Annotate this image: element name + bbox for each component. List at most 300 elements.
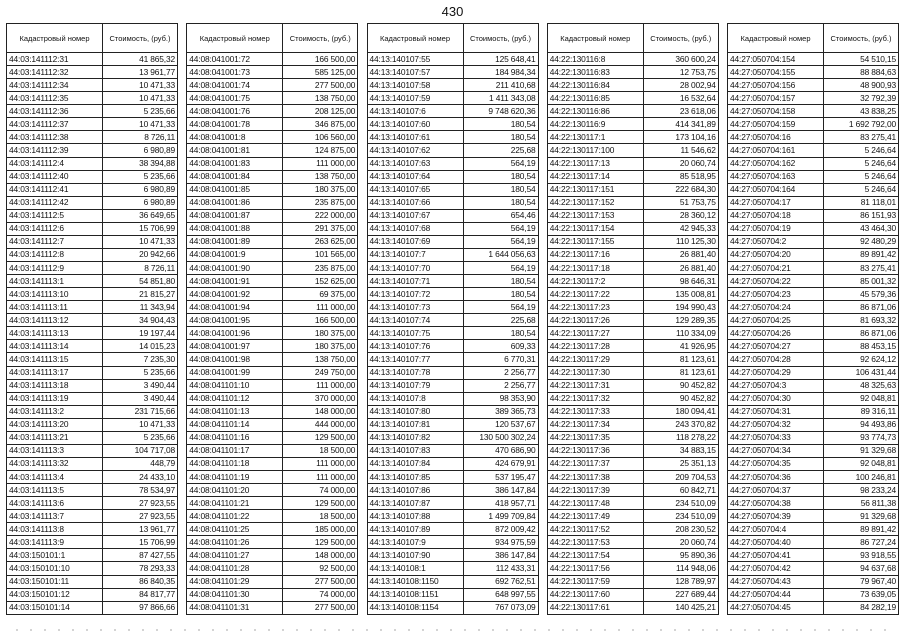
- table-row: [7, 183, 178, 196]
- cadastral-number-cell: 44:27:050704:34: [728, 444, 824, 457]
- cadastral-number-cell: 44:13:140107:70: [367, 262, 463, 275]
- cadastral-number-cell: 44:13:140107:79: [367, 379, 463, 392]
- cadastral-number-cell: 44:27:050704:41: [728, 549, 824, 562]
- cost-cell: 564,19: [463, 301, 538, 314]
- cadastral-number-cell: 44:27:050704:24: [728, 301, 824, 314]
- table-row: [367, 457, 538, 470]
- cadastral-number-cell: 44:13:140108:1150: [367, 575, 463, 588]
- table-row: [7, 405, 178, 418]
- table-row: [187, 170, 358, 183]
- table-row: [728, 405, 899, 418]
- table-row: [187, 209, 358, 222]
- cost-cell: 5 235,66: [103, 170, 178, 183]
- cost-cell: 98 233,24: [824, 484, 899, 497]
- cost-cell: 84 817,77: [103, 588, 178, 601]
- cost-cell: 110 125,30: [643, 235, 718, 248]
- table-row: [187, 288, 358, 301]
- cadastral-number-cell: 44:03:141113:2: [7, 405, 103, 418]
- cadastral-number-cell: 44:27:050704:26: [728, 327, 824, 340]
- cadastral-number-cell: 44:03:141112:4: [7, 157, 103, 170]
- table-row: [367, 471, 538, 484]
- cadastral-number-cell: 44:03:141113:19: [7, 392, 103, 405]
- cost-cell: 6 980,89: [103, 196, 178, 209]
- table-row: [187, 144, 358, 157]
- cost-cell: 564,19: [463, 222, 538, 235]
- table-row: [547, 288, 718, 301]
- cadastral-number-cell: 44:22:130117:26: [547, 314, 643, 327]
- cadastral-number-cell: 44:22:130117:28: [547, 340, 643, 353]
- cadastral-number-cell: 44:22:130117:38: [547, 471, 643, 484]
- cost-cell: 263 625,00: [283, 235, 358, 248]
- cadastral-number-cell: 44:13:140107:82: [367, 431, 463, 444]
- cost-cell: 120 537,67: [463, 418, 538, 431]
- cadastral-number-cell: 44:27:050704:155: [728, 66, 824, 79]
- table-row: [728, 523, 899, 536]
- table-row: [187, 536, 358, 549]
- cadastral-number-cell: 44:03:141113:13: [7, 327, 103, 340]
- table-row: [367, 549, 538, 562]
- table-row: [367, 405, 538, 418]
- cadastral-number-cell: 44:13:140107:80: [367, 405, 463, 418]
- cadastral-number-cell: 44:13:140107:74: [367, 314, 463, 327]
- cadastral-number-cell: 44:03:141113:18: [7, 379, 103, 392]
- table-row: [367, 327, 538, 340]
- table-row: [367, 53, 538, 66]
- cadastral-number-cell: 44:03:141113:12: [7, 314, 103, 327]
- cost-cell: 10 471,33: [103, 235, 178, 248]
- cadastral-number-cell: 44:22:130117:61: [547, 601, 643, 614]
- cadastral-number-cell: 44:03:141112:32: [7, 66, 103, 79]
- cadastral-number-cell: 44:27:050704:21: [728, 262, 824, 275]
- cost-cell: 444 000,00: [283, 418, 358, 431]
- cost-cell: 85 001,32: [824, 275, 899, 288]
- cost-cell: 10 471,33: [103, 418, 178, 431]
- cost-cell: 92 480,29: [824, 235, 899, 248]
- table-row: [728, 183, 899, 196]
- table-row: [547, 275, 718, 288]
- header-cadastral-number: Кадастровый номер: [728, 24, 824, 53]
- cadastral-number-cell: 44:27:050704:161: [728, 144, 824, 157]
- cost-cell: 95 890,36: [643, 549, 718, 562]
- cost-cell: 106 431,44: [824, 366, 899, 379]
- table-row: [728, 510, 899, 523]
- cadastral-number-cell: 44:08:041001:78: [187, 118, 283, 131]
- table-row: [367, 588, 538, 601]
- table-row: [547, 118, 718, 131]
- table-row: [728, 484, 899, 497]
- cadastral-number-cell: 44:03:141113:3: [7, 444, 103, 457]
- cost-cell: 418 957,71: [463, 497, 538, 510]
- cadastral-number-cell: 44:08:041001:98: [187, 353, 283, 366]
- table-row: [367, 523, 538, 536]
- cost-cell: 180,54: [463, 183, 538, 196]
- cadastral-number-cell: 44:08:041101:19: [187, 471, 283, 484]
- cadastral-number-cell: 44:08:041001:91: [187, 275, 283, 288]
- cadastral-number-cell: 44:22:130117:52: [547, 523, 643, 536]
- cadastral-number-cell: 44:03:150101:12: [7, 588, 103, 601]
- cadastral-number-cell: 44:13:140107:7: [367, 248, 463, 261]
- cadastral-number-cell: 44:13:140107:75: [367, 327, 463, 340]
- table-row: [7, 457, 178, 470]
- cost-cell: 5 235,66: [103, 105, 178, 118]
- table-row: [547, 392, 718, 405]
- table-row: [7, 144, 178, 157]
- cost-cell: 118 278,22: [643, 431, 718, 444]
- cadastral-number-cell: 44:13:140108:1154: [367, 601, 463, 614]
- table-row: [187, 66, 358, 79]
- table-row: [187, 405, 358, 418]
- table-row: [7, 157, 178, 170]
- table-row: [728, 275, 899, 288]
- cadastral-number-cell: 44:27:050704:40: [728, 536, 824, 549]
- cost-cell: 111 000,00: [283, 457, 358, 470]
- cost-cell: 235 875,00: [283, 262, 358, 275]
- table-row: [367, 444, 538, 457]
- cost-cell: 5 246,64: [824, 183, 899, 196]
- cost-cell: 74 000,00: [283, 484, 358, 497]
- table-row: [547, 575, 718, 588]
- cadastral-number-cell: 44:08:041001:85: [187, 183, 283, 196]
- cost-cell: 88 453,15: [824, 340, 899, 353]
- cadastral-number-cell: 44:13:140107:88: [367, 510, 463, 523]
- cadastral-number-cell: 44:03:141113:9: [7, 536, 103, 549]
- table-row: [187, 327, 358, 340]
- cadastral-number-cell: 44:08:041001:84: [187, 170, 283, 183]
- cadastral-number-cell: 44:03:141113:21: [7, 431, 103, 444]
- table-row: [547, 562, 718, 575]
- table-row: [547, 549, 718, 562]
- cadastral-number-cell: 44:27:050704:4: [728, 523, 824, 536]
- table-row: [7, 131, 178, 144]
- table-row: [7, 340, 178, 353]
- header-cost: Стоимость, (руб.): [103, 24, 178, 53]
- cost-cell: 2 256,77: [463, 366, 538, 379]
- cost-cell: 20 060,74: [643, 157, 718, 170]
- table-row: [7, 66, 178, 79]
- cost-cell: 86 151,93: [824, 209, 899, 222]
- cost-cell: 11 546,62: [643, 144, 718, 157]
- cadastral-number-cell: 44:22:130116:84: [547, 79, 643, 92]
- table-row: [187, 457, 358, 470]
- table-row: [367, 536, 538, 549]
- cadastral-cost-table: [186, 23, 358, 615]
- table-row: [547, 431, 718, 444]
- table-row: [547, 457, 718, 470]
- cadastral-number-cell: 44:03:150101:11: [7, 575, 103, 588]
- cost-cell: 234 510,09: [643, 497, 718, 510]
- cadastral-number-cell: 44:03:150101:14: [7, 601, 103, 614]
- cadastral-number-cell: 44:03:141112:40: [7, 170, 103, 183]
- cost-cell: 934 975,59: [463, 536, 538, 549]
- cost-cell: 448,79: [103, 457, 178, 470]
- cost-cell: 227 689,44: [643, 588, 718, 601]
- table-row: [547, 327, 718, 340]
- table-row: [728, 170, 899, 183]
- table-row: [547, 497, 718, 510]
- cost-cell: 83 275,41: [824, 131, 899, 144]
- cost-cell: 648 997,55: [463, 588, 538, 601]
- cadastral-number-cell: 44:13:140107:78: [367, 366, 463, 379]
- table-row: [547, 405, 718, 418]
- cost-cell: 872 009,42: [463, 523, 538, 536]
- cost-cell: 27 923,55: [103, 510, 178, 523]
- cost-cell: 43 464,30: [824, 222, 899, 235]
- table-row: [367, 601, 538, 614]
- scan-noise-strip: [10, 628, 895, 632]
- cost-cell: 5 246,64: [824, 170, 899, 183]
- cadastral-number-cell: 44:08:041101:30: [187, 588, 283, 601]
- table-row: [547, 601, 718, 614]
- cadastral-number-cell: 44:03:141112:31: [7, 53, 103, 66]
- cadastral-number-cell: 44:27:050704:33: [728, 431, 824, 444]
- cost-cell: 180,54: [463, 288, 538, 301]
- cost-cell: 225,68: [463, 144, 538, 157]
- table-row: [547, 92, 718, 105]
- table-row: [7, 222, 178, 235]
- table-row: [367, 170, 538, 183]
- table-row: [547, 471, 718, 484]
- cost-cell: 26 881,40: [643, 248, 718, 261]
- cost-cell: 208 125,00: [283, 105, 358, 118]
- cost-cell: 20 060,74: [643, 536, 718, 549]
- table-row: [7, 196, 178, 209]
- cadastral-number-cell: 44:22:130116:9: [547, 118, 643, 131]
- cost-cell: 48 900,93: [824, 79, 899, 92]
- cadastral-number-cell: 44:03:141112:38: [7, 131, 103, 144]
- cadastral-number-cell: 44:22:130117:36: [547, 444, 643, 457]
- table-row: [187, 549, 358, 562]
- cost-cell: 81 693,32: [824, 314, 899, 327]
- table-row: [728, 288, 899, 301]
- table-row: [728, 471, 899, 484]
- cadastral-number-cell: 44:22:130117:48: [547, 497, 643, 510]
- cost-cell: 112 433,31: [463, 562, 538, 575]
- cadastral-number-cell: 44:22:130117:37: [547, 457, 643, 470]
- table-row: [187, 92, 358, 105]
- table-row: [728, 301, 899, 314]
- cadastral-number-cell: 44:27:050704:159: [728, 118, 824, 131]
- cadastral-number-cell: 44:22:130116:86: [547, 105, 643, 118]
- cadastral-number-cell: 44:27:050704:16: [728, 131, 824, 144]
- cadastral-number-cell: 44:03:141112:35: [7, 92, 103, 105]
- cost-cell: 180,54: [463, 275, 538, 288]
- cadastral-number-cell: 44:13:140107:84: [367, 457, 463, 470]
- cost-cell: 234 510,09: [643, 510, 718, 523]
- cost-cell: 56 811,38: [824, 497, 899, 510]
- table-row: [7, 444, 178, 457]
- table-row: [187, 118, 358, 131]
- table-row: [7, 353, 178, 366]
- cadastral-number-cell: 44:03:141112:8: [7, 248, 103, 261]
- cost-cell: 10 471,33: [103, 118, 178, 131]
- table-row: [728, 549, 899, 562]
- cadastral-number-cell: 44:08:041101:21: [187, 497, 283, 510]
- cost-cell: 3 490,44: [103, 379, 178, 392]
- cadastral-number-cell: 44:08:041101:31: [187, 601, 283, 614]
- table-row: [728, 497, 899, 510]
- table-row: [7, 275, 178, 288]
- table-row: [187, 301, 358, 314]
- cadastral-number-cell: 44:13:140107:64: [367, 170, 463, 183]
- cost-cell: 277 500,00: [283, 79, 358, 92]
- cost-cell: 194 990,43: [643, 301, 718, 314]
- table-row: [367, 105, 538, 118]
- cost-cell: 6 770,31: [463, 353, 538, 366]
- cadastral-number-cell: 44:08:041001:94: [187, 301, 283, 314]
- header-cost: Стоимость, (руб.): [643, 24, 718, 53]
- cadastral-number-cell: 44:08:041001:76: [187, 105, 283, 118]
- cost-cell: 93 774,73: [824, 431, 899, 444]
- table-row: [7, 601, 178, 614]
- cadastral-number-cell: 44:03:141112:37: [7, 118, 103, 131]
- cadastral-number-cell: 44:27:050704:28: [728, 353, 824, 366]
- cost-cell: 34 904,43: [103, 314, 178, 327]
- cadastral-number-cell: 44:03:141112:5: [7, 209, 103, 222]
- cost-cell: 148 000,00: [283, 549, 358, 562]
- cadastral-number-cell: 44:27:050704:2: [728, 235, 824, 248]
- cost-cell: 79 967,40: [824, 575, 899, 588]
- header-cadastral-number: Кадастровый номер: [187, 24, 283, 53]
- cost-cell: 537 195,47: [463, 471, 538, 484]
- cost-cell: 249 750,00: [283, 366, 358, 379]
- cadastral-number-cell: 44:03:141113:5: [7, 484, 103, 497]
- cadastral-number-cell: 44:08:041001:81: [187, 144, 283, 157]
- cost-cell: 111 000,00: [283, 301, 358, 314]
- cadastral-number-cell: 44:13:140107:63: [367, 157, 463, 170]
- cadastral-number-cell: 44:22:130117:39: [547, 484, 643, 497]
- table-row: [187, 79, 358, 92]
- table-row: [7, 392, 178, 405]
- table-row: [367, 222, 538, 235]
- cadastral-number-cell: 44:22:130117:35: [547, 431, 643, 444]
- cost-cell: 6 980,89: [103, 183, 178, 196]
- cadastral-number-cell: 44:22:130117:14: [547, 170, 643, 183]
- cadastral-number-cell: 44:08:041001:99: [187, 366, 283, 379]
- cost-cell: 92 048,81: [824, 457, 899, 470]
- cadastral-number-cell: 44:03:150101:10: [7, 562, 103, 575]
- cadastral-number-cell: 44:22:130117:152: [547, 196, 643, 209]
- cost-cell: 21 815,27: [103, 288, 178, 301]
- cost-cell: 225,68: [463, 314, 538, 327]
- cadastral-number-cell: 44:13:140107:9: [367, 536, 463, 549]
- cost-cell: 25 351,13: [643, 457, 718, 470]
- cadastral-number-cell: 44:08:041101:10: [187, 379, 283, 392]
- table-row: [7, 248, 178, 261]
- cadastral-cost-table: [6, 23, 178, 615]
- table-row: [367, 248, 538, 261]
- header-cadastral-number: Кадастровый номер: [7, 24, 103, 53]
- table-row: [728, 262, 899, 275]
- cadastral-number-cell: 44:22:130117:32: [547, 392, 643, 405]
- cadastral-number-cell: 44:08:041101:28: [187, 562, 283, 575]
- cost-cell: 5 246,64: [824, 157, 899, 170]
- table-row: [728, 392, 899, 405]
- table-row: [367, 92, 538, 105]
- cadastral-number-cell: 44:08:041001:9: [187, 248, 283, 261]
- cadastral-number-cell: 44:22:130117:16: [547, 248, 643, 261]
- cadastral-number-cell: 44:13:140107:62: [367, 144, 463, 157]
- header-cost: Стоимость, (руб.): [463, 24, 538, 53]
- cost-cell: 111 000,00: [283, 157, 358, 170]
- cadastral-number-cell: 44:22:130117:30: [547, 366, 643, 379]
- cost-cell: 100 246,81: [824, 471, 899, 484]
- table-row: [728, 118, 899, 131]
- cadastral-number-cell: 44:22:130117:53: [547, 536, 643, 549]
- cost-cell: 180 375,00: [283, 183, 358, 196]
- cadastral-number-cell: 44:22:130117:153: [547, 209, 643, 222]
- cadastral-number-cell: 44:03:141113:6: [7, 497, 103, 510]
- cadastral-cost-table: [367, 23, 539, 615]
- cadastral-number-cell: 44:22:130117:154: [547, 222, 643, 235]
- table-row: [547, 444, 718, 457]
- cost-cell: 13 961,77: [103, 66, 178, 79]
- cadastral-number-cell: 44:22:130117:60: [547, 588, 643, 601]
- cadastral-number-cell: 44:13:140107:76: [367, 340, 463, 353]
- cadastral-number-cell: 44:13:140107:83: [367, 444, 463, 457]
- cost-cell: 98 353,90: [463, 392, 538, 405]
- table-row: [367, 157, 538, 170]
- table-row: [7, 118, 178, 131]
- table-row: [187, 431, 358, 444]
- cost-cell: 1 499 709,84: [463, 510, 538, 523]
- table-row: [7, 366, 178, 379]
- cost-cell: 370 000,00: [283, 392, 358, 405]
- cost-cell: 85 518,95: [643, 170, 718, 183]
- cost-cell: 389 365,73: [463, 405, 538, 418]
- table-row: [7, 79, 178, 92]
- cadastral-number-cell: 44:22:130117:49: [547, 510, 643, 523]
- table-row: [547, 105, 718, 118]
- cadastral-number-cell: 44:22:130116:8: [547, 53, 643, 66]
- cost-cell: 48 325,63: [824, 379, 899, 392]
- cost-cell: 84 282,19: [824, 601, 899, 614]
- cadastral-number-cell: 44:08:041101:14: [187, 418, 283, 431]
- cost-cell: 8 726,11: [103, 262, 178, 275]
- table-row: [547, 588, 718, 601]
- cost-cell: 15 706,99: [103, 222, 178, 235]
- cadastral-number-cell: 44:13:140107:55: [367, 53, 463, 66]
- table-row: [187, 575, 358, 588]
- cost-cell: 24 433,10: [103, 471, 178, 484]
- table-row: [728, 235, 899, 248]
- cadastral-number-cell: 44:08:041101:26: [187, 536, 283, 549]
- cadastral-number-cell: 44:03:141112:9: [7, 262, 103, 275]
- table-header-row: [547, 24, 718, 53]
- table-row: [187, 222, 358, 235]
- cadastral-number-cell: 44:13:140107:89: [367, 523, 463, 536]
- cadastral-number-cell: 44:27:050704:17: [728, 196, 824, 209]
- cadastral-number-cell: 44:13:140107:68: [367, 222, 463, 235]
- cost-cell: 6 980,89: [103, 144, 178, 157]
- table-row: [728, 157, 899, 170]
- cadastral-number-cell: 44:13:140107:65: [367, 183, 463, 196]
- table-row: [547, 157, 718, 170]
- cadastral-number-cell: 44:13:140107:87: [367, 497, 463, 510]
- cost-cell: 129 500,00: [283, 497, 358, 510]
- cost-cell: 81 123,61: [643, 353, 718, 366]
- cadastral-number-cell: 44:08:041101:12: [187, 392, 283, 405]
- cost-cell: 20 942,66: [103, 248, 178, 261]
- cost-cell: 138 750,00: [283, 170, 358, 183]
- cost-cell: 360 600,24: [643, 53, 718, 66]
- cadastral-number-cell: 44:27:050704:154: [728, 53, 824, 66]
- table-row: [187, 131, 358, 144]
- table-row: [547, 262, 718, 275]
- table-row: [728, 66, 899, 79]
- cost-cell: 81 123,61: [643, 366, 718, 379]
- cadastral-number-cell: 44:22:130117:59: [547, 575, 643, 588]
- table-row: [367, 235, 538, 248]
